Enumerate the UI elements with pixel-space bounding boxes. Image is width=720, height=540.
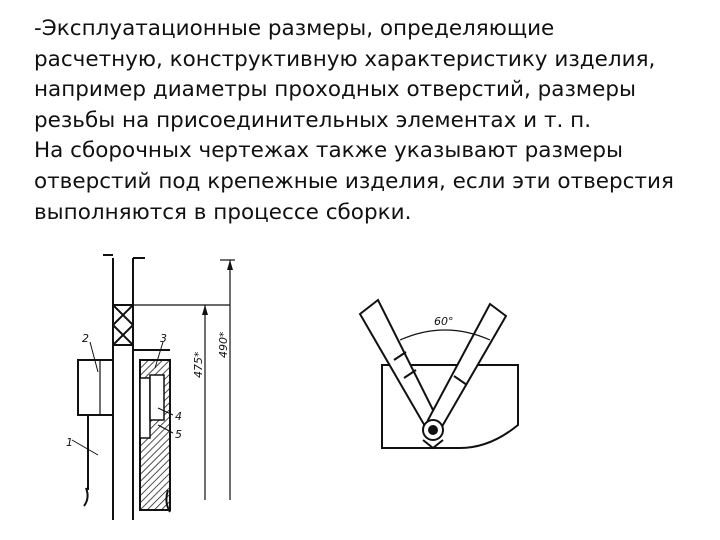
body-text bbox=[34, 14, 714, 240]
callout-3: 3 bbox=[160, 332, 167, 345]
angle-label: 60° bbox=[434, 315, 454, 328]
text-line-3: например диаметры проходных отверстий, размеры bbox=[34, 77, 636, 103]
callout-1: 1 bbox=[66, 436, 73, 449]
dimension-490: 490* bbox=[217, 331, 230, 358]
text-line-1: -Эксплуатационные размеры, определяющие bbox=[34, 16, 555, 41]
text-line-7: выполняются в процессе сборки. bbox=[34, 199, 412, 225]
text-line-2: расчетную, конструктивную характеристику изделия, bbox=[34, 46, 656, 72]
callout-4: 4 bbox=[175, 410, 182, 423]
assembly-drawing-left bbox=[60, 250, 260, 525]
angle-drawing-right bbox=[350, 290, 530, 470]
callout-5: 5 bbox=[175, 428, 182, 441]
text-line-6: отверстий под крепежные изделия, если эти отверстия bbox=[34, 168, 674, 194]
text-line-4: резьбы на присоединительных элементах и т. п. bbox=[34, 107, 592, 133]
callout-2: 2 bbox=[82, 332, 89, 345]
text-line-5: На сборочных чертежах также указывают размеры bbox=[34, 138, 623, 164]
dimension-475: 475* bbox=[192, 351, 205, 378]
